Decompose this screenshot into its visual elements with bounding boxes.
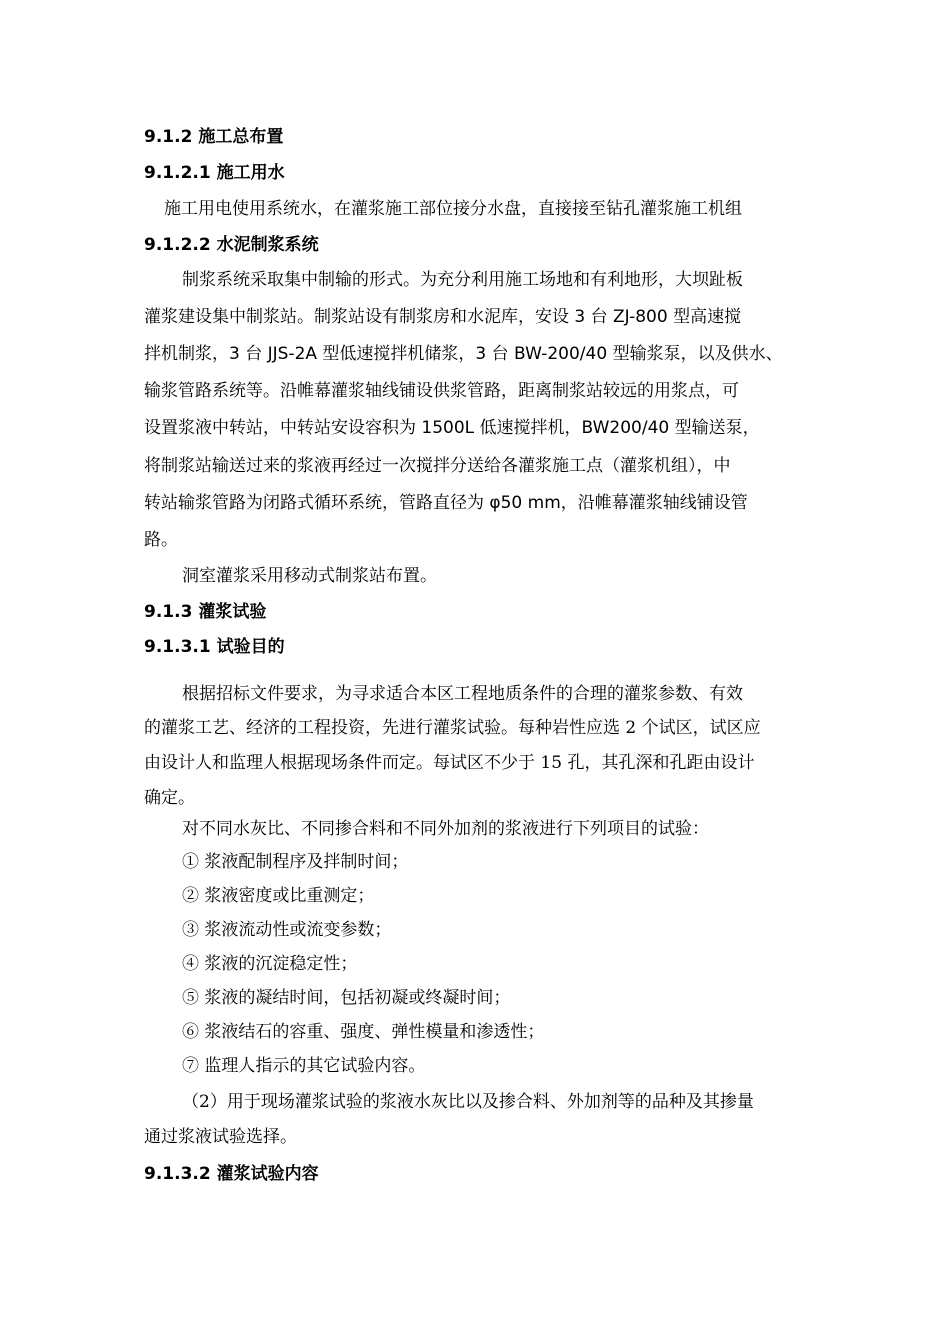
paragraph-line: 将制浆站输送过来的浆液再经过一次搅拌分送给各灌浆施工点（灌浆机组），中 — [144, 456, 731, 476]
list-item: ⑤ 浆液的凝结时间，包括初凝或终凝时间； — [182, 988, 511, 1008]
paragraph-line: 拌机制浆，3 台 JJS-2A 型低速搅拌机储浆，3 台 BW-200/40 型输浆泵，以及供水、 — [144, 344, 783, 364]
list-item: ② 浆液密度或比重测定； — [182, 886, 375, 906]
paragraph-line: 路。 — [144, 530, 178, 550]
paragraph-line: 输浆管路系统等。沿帷幕灌浆轴线铺设供浆管路，距离制浆站较远的用浆点，可 — [144, 381, 739, 401]
list-item: ④ 浆液的沉淀稳定性； — [182, 954, 358, 974]
paragraph-line: 确定。 — [144, 788, 195, 808]
paragraph-line: 的灌浆工艺、经济的工程投资，先进行灌浆试验。每种岩性应选 2 个试区，试区应 — [144, 718, 761, 738]
paragraph-line: 根据招标文件要求，为寻求适合本区工程地质条件的合理的灌浆参数、有效 — [182, 684, 743, 704]
paragraph-cavern: 洞室灌浆采用移动式制浆站布置。 — [182, 566, 437, 586]
heading-9-1-3-1: 9.1.3.1 试验目的 — [144, 637, 285, 657]
paragraph-line: 灌浆建设集中制浆站。制浆站设有制浆房和水泥库，安设 3 台 ZJ-800 型高速搅 — [144, 307, 742, 327]
list-item: ① 浆液配制程序及拌制时间； — [182, 852, 409, 872]
heading-9-1-2-1: 9.1.2.1 施工用水 — [144, 163, 285, 183]
heading-9-1-3-2: 9.1.3.2 灌浆试验内容 — [144, 1164, 319, 1184]
paragraph-line: 制浆系统采取集中制输的形式。为充分利用施工场地和有利地形，大坝趾板 — [182, 270, 743, 290]
list-item: ⑦ 监理人指示的其它试验内容。 — [182, 1056, 426, 1076]
heading-9-1-3: 9.1.3 灌浆试验 — [144, 602, 267, 622]
heading-9-1-2: 9.1.2 施工总布置 — [144, 127, 284, 147]
paragraph-water: 施工用电使用系统水，在灌浆施工部位接分水盘，直接接至钻孔灌浆施工机组 — [164, 199, 742, 219]
paragraph-line: （2）用于现场灌浆试验的浆液水灰比以及掺合料、外加剂等的品种及其掺量 — [182, 1092, 754, 1112]
list-item: ③ 浆液流动性或流变参数； — [182, 920, 392, 940]
list-item: ⑥ 浆液结石的容重、强度、弹性模量和渗透性； — [182, 1022, 545, 1042]
paragraph-line: 设置浆液中转站，中转站安设容积为 1500L 低速搅拌机，BW200/40 型输送泵， — [144, 418, 760, 438]
paragraph-tests-intro: 对不同水灰比、不同掺合料和不同外加剂的浆液进行下列项目的试验： — [182, 819, 709, 839]
paragraph-line: 由设计人和监理人根据现场条件而定。每试区不少于 15 孔，其孔深和孔距由设计 — [144, 753, 755, 773]
heading-9-1-2-2: 9.1.2.2 水泥制浆系统 — [144, 235, 319, 255]
paragraph-line: 转站输浆管路为闭路式循环系统，管路直径为 φ50 mm，沿帷幕灌浆轴线铺设管 — [144, 493, 748, 513]
paragraph-line: 通过浆液试验选择。 — [144, 1127, 297, 1147]
